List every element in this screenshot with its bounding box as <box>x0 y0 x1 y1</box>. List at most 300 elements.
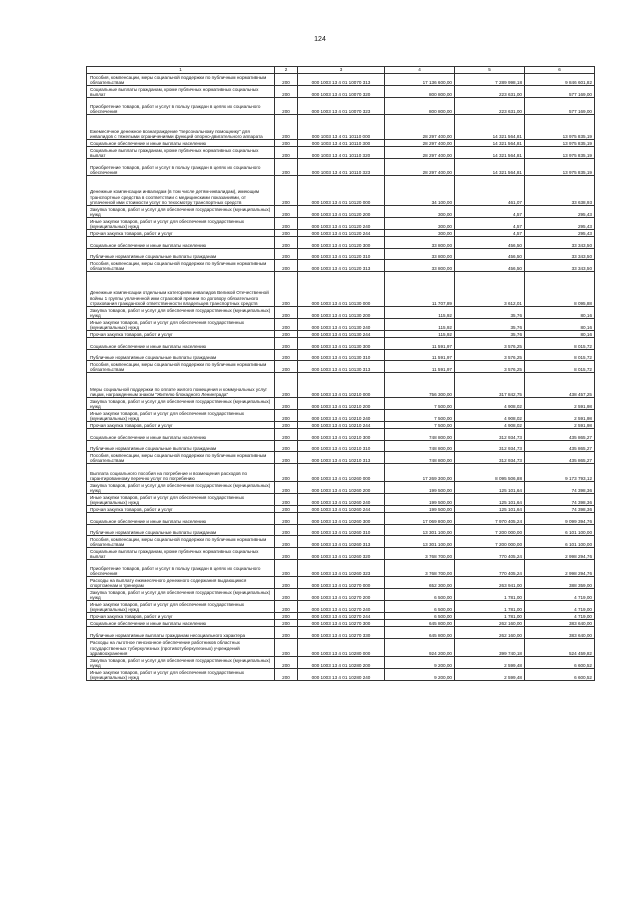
row-code: 000 1003 13 4 01 10270 330 <box>298 627 385 639</box>
row-planned: 34 100,00 <box>385 176 455 206</box>
row-remainder: 577 169,00 <box>525 98 595 115</box>
row-remainder: 383 640,00 <box>525 620 595 627</box>
row-executed: 3 576,25 <box>455 338 525 350</box>
row-code: 000 1003 13 4 01 10210 313 <box>298 452 385 464</box>
row-code: 000 1003 13 4 01 10210 200 <box>298 398 385 410</box>
row-executed: 14 321 564,81 <box>455 147 525 159</box>
row-vr: 200 <box>275 307 298 319</box>
row-name: Пособия, компенсации, меры социальной поддержки по публичным нормативным обязательствам <box>87 536 275 548</box>
row-name: Прочая закупка товаров, работ и услуг <box>87 506 275 513</box>
row-remainder: 8 015,72 <box>525 361 595 373</box>
row-vr: 200 <box>275 260 298 272</box>
row-planned: 33 800,00 <box>385 237 455 249</box>
row-executed: 7 200 000,00 <box>455 525 525 536</box>
row-vr: 200 <box>275 272 298 307</box>
row-vr: 200 <box>275 338 298 350</box>
row-executed: 3 576,25 <box>455 361 525 373</box>
row-code: 000 1003 13 4 01 10070 323 <box>298 98 385 115</box>
row-planned: 300,00 <box>385 230 455 237</box>
row-executed: 35,76 <box>455 319 525 331</box>
row-name: Социальное обеспечение и иные выплаты населению <box>87 237 275 249</box>
row-vr: 200 <box>275 140 298 147</box>
row-planned: 115,92 <box>385 331 455 338</box>
row-vr: 200 <box>275 422 298 429</box>
row-remainder: 33 343,50 <box>525 237 595 249</box>
row-vr: 200 <box>275 601 298 613</box>
row-vr: 200 <box>275 319 298 331</box>
row-name: Социальные выплаты гражданам, кроме публичных нормативных социальных выплат <box>87 86 275 98</box>
row-remainder: 388 359,00 <box>525 577 595 589</box>
row-name: Выплата социального пособия на погребение и возмещения расходов по гарантированному перечню услуг по погребению <box>87 464 275 482</box>
row-executed: 770 405,24 <box>455 548 525 560</box>
row-planned: 645 800,00 <box>385 627 455 639</box>
row-planned: 11 707,89 <box>385 272 455 307</box>
table-row <box>87 159 595 176</box>
row-executed: 262 160,00 <box>455 627 525 639</box>
row-remainder: 295,43 <box>525 206 595 218</box>
row-code: 000 1003 13 4 01 10120 244 <box>298 230 385 237</box>
row-vr: 200 <box>275 249 298 260</box>
table-row <box>87 536 595 548</box>
row-planned: 7 500,00 <box>385 398 455 410</box>
row-executed: 125 101,64 <box>455 482 525 494</box>
row-remainder: 435 865,27 <box>525 441 595 452</box>
row-code: 000 1003 13 4 01 10110 320 <box>298 147 385 159</box>
row-remainder: 2 998 294,76 <box>525 560 595 577</box>
row-planned: 28 297 400,00 <box>385 159 455 176</box>
row-executed: 3 612,01 <box>455 272 525 307</box>
row-vr: 200 <box>275 331 298 338</box>
row-remainder: 9 099 394,76 <box>525 513 595 525</box>
row-name: Иные закупки товаров, работ и услуг для обеспечения государственных (муниципальных) нужд <box>87 494 275 506</box>
table-row <box>87 176 595 206</box>
table-row <box>87 218 595 230</box>
row-code: 000 1003 13 4 01 10260 313 <box>298 536 385 548</box>
row-name: Публичные нормативные социальные выплаты гражданам <box>87 441 275 452</box>
row-name: Приобретение товаров, работ и услуг в пользу граждан в целях их социального обеспечения <box>87 159 275 176</box>
row-remainder: 577 169,00 <box>525 86 595 98</box>
row-code: 000 1003 13 4 01 10130 240 <box>298 319 385 331</box>
table-row <box>87 482 595 494</box>
row-executed: 14 321 564,81 <box>455 140 525 147</box>
row-vr: 200 <box>275 410 298 422</box>
row-name: Расходы на льготное пенсионное обеспечение работников областных государственных туберкулезных (противотуберкулезных) учреждений здравоохранения <box>87 639 275 657</box>
table-row <box>87 361 595 373</box>
row-executed: 1 781,00 <box>455 589 525 601</box>
row-vr: 200 <box>275 373 298 398</box>
row-planned: 3 768 700,00 <box>385 560 455 577</box>
table-row <box>87 98 595 115</box>
table-row <box>87 627 595 639</box>
row-vr: 200 <box>275 74 298 86</box>
table-row <box>87 422 595 429</box>
row-planned: 7 500,00 <box>385 410 455 422</box>
row-code: 000 1003 13 4 01 10210 000 <box>298 373 385 398</box>
row-remainder: 6 101 100,00 <box>525 525 595 536</box>
row-planned: 199 500,00 <box>385 494 455 506</box>
table-row <box>87 657 595 669</box>
row-name: Социальное обеспечение и иные выплаты населению <box>87 429 275 441</box>
row-planned: 800 800,00 <box>385 86 455 98</box>
row-executed: 125 101,64 <box>455 506 525 513</box>
row-executed: 456,50 <box>455 260 525 272</box>
row-executed: 263 941,00 <box>455 577 525 589</box>
row-remainder: 8 015,72 <box>525 350 595 361</box>
row-name: Приобретение товаров, работ и услуг в пользу граждан в целях их социального обеспечения <box>87 560 275 577</box>
table-row <box>87 319 595 331</box>
header-col-3: 3 <box>298 67 385 74</box>
row-executed: 35,76 <box>455 331 525 338</box>
row-planned: 199 500,00 <box>385 482 455 494</box>
row-executed: 4 908,02 <box>455 410 525 422</box>
row-remainder: 9 846 601,82 <box>525 74 595 86</box>
row-vr: 200 <box>275 525 298 536</box>
row-remainder: 435 865,27 <box>525 452 595 464</box>
row-remainder: 2 591,98 <box>525 398 595 410</box>
row-remainder: 2 591,98 <box>525 410 595 422</box>
row-remainder: 33 343,50 <box>525 249 595 260</box>
row-name: Иные закупки товаров, работ и услуг для обеспечения государственных (муниципальных) нужд <box>87 669 275 681</box>
row-name: Иные закупки товаров, работ и услуг для обеспечения государственных (муниципальных) нужд <box>87 319 275 331</box>
row-executed: 312 934,73 <box>455 441 525 452</box>
row-vr: 200 <box>275 464 298 482</box>
row-code: 000 1003 13 4 01 10120 313 <box>298 260 385 272</box>
row-executed: 312 934,73 <box>455 429 525 441</box>
row-executed: 456,50 <box>455 237 525 249</box>
row-executed: 4 908,02 <box>455 398 525 410</box>
table-row <box>87 373 595 398</box>
row-planned: 3 768 700,00 <box>385 548 455 560</box>
row-executed: 7 289 998,18 <box>455 74 525 86</box>
row-name: Социальное обеспечение и иные выплаты населению <box>87 513 275 525</box>
row-planned: 33 800,00 <box>385 249 455 260</box>
row-code: 000 1003 13 4 01 10130 000 <box>298 272 385 307</box>
row-planned: 748 800,00 <box>385 429 455 441</box>
row-vr: 200 <box>275 230 298 237</box>
row-remainder: 438 457,25 <box>525 373 595 398</box>
row-vr: 200 <box>275 159 298 176</box>
row-planned: 11 591,97 <box>385 350 455 361</box>
row-executed: 1 781,00 <box>455 613 525 620</box>
row-planned: 9 200,00 <box>385 657 455 669</box>
row-remainder: 4 719,00 <box>525 589 595 601</box>
row-executed: 4,57 <box>455 218 525 230</box>
row-name: Публичные нормативные социальные выплаты гражданам <box>87 249 275 260</box>
table-row <box>87 272 595 307</box>
row-vr: 200 <box>275 429 298 441</box>
row-remainder: 74 398,36 <box>525 482 595 494</box>
row-code: 000 1003 13 4 01 10070 320 <box>298 86 385 98</box>
table-body <box>87 74 595 681</box>
row-code: 000 1003 13 4 01 10130 244 <box>298 331 385 338</box>
header-col-5: 5 <box>455 67 525 74</box>
row-vr: 200 <box>275 613 298 620</box>
row-vr: 200 <box>275 361 298 373</box>
row-remainder: 8 095,88 <box>525 272 595 307</box>
row-remainder: 33 638,93 <box>525 176 595 206</box>
row-name: Пособия, компенсации, меры социальной поддержки по публичным нормативным обязательствам <box>87 74 275 86</box>
row-executed: 223 631,00 <box>455 98 525 115</box>
row-remainder: 80,16 <box>525 319 595 331</box>
row-executed: 8 095 506,88 <box>455 464 525 482</box>
row-code: 000 1003 13 4 01 10280 200 <box>298 657 385 669</box>
row-vr: 200 <box>275 86 298 98</box>
row-code: 000 1003 13 4 01 10210 240 <box>298 410 385 422</box>
table-row <box>87 548 595 560</box>
row-remainder: 74 398,36 <box>525 506 595 513</box>
row-code: 000 1003 13 4 01 10110 300 <box>298 140 385 147</box>
header-col-6: 6 <box>525 67 595 74</box>
row-vr: 200 <box>275 441 298 452</box>
row-vr: 200 <box>275 513 298 525</box>
row-planned: 748 800,00 <box>385 441 455 452</box>
row-planned: 28 297 400,00 <box>385 115 455 140</box>
row-vr: 200 <box>275 669 298 681</box>
row-remainder: 6 600,52 <box>525 669 595 681</box>
row-planned: 800 800,00 <box>385 98 455 115</box>
row-name: Закупка товаров, работ и услуг для обеспечения государственных (муниципальных) нужд <box>87 657 275 669</box>
row-code: 000 1003 13 4 01 10210 300 <box>298 429 385 441</box>
row-name: Социальное обеспечение и иные выплаты населению <box>87 338 275 350</box>
row-name: Публичные нормативные социальные выплаты гражданам <box>87 525 275 536</box>
row-remainder: 383 640,00 <box>525 627 595 639</box>
row-code: 000 1003 13 4 01 10110 000 <box>298 115 385 140</box>
row-remainder: 9 173 793,12 <box>525 464 595 482</box>
row-name: Прочая закупка товаров, работ и услуг <box>87 331 275 338</box>
row-remainder: 33 343,50 <box>525 260 595 272</box>
table-row <box>87 307 595 319</box>
row-name: Ежемесячное денежное вознаграждение "персональному помощнику" для инвалидов с тяжелыми ограничениями функций опорно-двигательного аппарата <box>87 115 275 140</box>
table-row <box>87 669 595 681</box>
row-name: Денежные компенсации инвалидам (в том числе детям-инвалидам), имеющим транспортные средства в соответствии с медицинскими показаниями, от уплаченной ими стоимости услуг по техосмотру транспортных средств <box>87 176 275 206</box>
row-remainder: 6 600,52 <box>525 657 595 669</box>
row-vr: 200 <box>275 620 298 627</box>
table-row <box>87 331 595 338</box>
row-remainder: 80,16 <box>525 307 595 319</box>
row-planned: 7 500,00 <box>385 422 455 429</box>
row-planned: 300,00 <box>385 218 455 230</box>
row-code: 000 1003 13 4 01 10270 244 <box>298 613 385 620</box>
row-vr: 200 <box>275 218 298 230</box>
row-code: 000 1003 13 4 01 10120 310 <box>298 249 385 260</box>
table-row <box>87 249 595 260</box>
row-code: 000 1003 13 4 01 10130 310 <box>298 350 385 361</box>
row-vr: 200 <box>275 398 298 410</box>
table-row <box>87 410 595 422</box>
row-remainder: 13 975 835,19 <box>525 140 595 147</box>
table-row <box>87 338 595 350</box>
row-name: Иные закупки товаров, работ и услуг для обеспечения государственных (муниципальных) нужд <box>87 218 275 230</box>
row-executed: 14 321 564,81 <box>455 159 525 176</box>
row-code: 000 1003 13 4 01 10260 323 <box>298 560 385 577</box>
row-name: Закупка товаров, работ и услуг для обеспечения государственных (муниципальных) нужд <box>87 307 275 319</box>
row-remainder: 6 101 100,00 <box>525 536 595 548</box>
row-name: Иные закупки товаров, работ и услуг для обеспечения государственных (муниципальных) нужд <box>87 601 275 613</box>
row-code: 000 1003 13 4 01 10260 000 <box>298 464 385 482</box>
row-name: Пособия, компенсации, меры социальной поддержки по публичным нормативным обязательствам <box>87 260 275 272</box>
table-row <box>87 620 595 627</box>
row-code: 000 1003 13 4 01 10210 244 <box>298 422 385 429</box>
table-row <box>87 506 595 513</box>
row-vr: 200 <box>275 98 298 115</box>
row-name: Прочая закупка товаров, работ и услуг <box>87 613 275 620</box>
page-number: 124 <box>314 36 326 43</box>
row-code: 000 1003 13 4 01 10270 200 <box>298 589 385 601</box>
row-vr: 200 <box>275 350 298 361</box>
row-vr: 200 <box>275 627 298 639</box>
row-name: Расходы на выплату ежемесячного денежного содержания выдающимся спортсменам и тренерам <box>87 577 275 589</box>
row-remainder: 74 398,36 <box>525 494 595 506</box>
table-row <box>87 464 595 482</box>
row-code: 000 1003 13 4 01 10120 300 <box>298 237 385 249</box>
row-remainder: 80,16 <box>525 331 595 338</box>
table-row <box>87 452 595 464</box>
row-name: Публичные нормативные выплаты гражданам несоциального характера <box>87 627 275 639</box>
table-row <box>87 589 595 601</box>
row-vr: 200 <box>275 494 298 506</box>
row-name: Закупка товаров, работ и услуг для обеспечения государственных (муниципальных) нужд <box>87 398 275 410</box>
table-row <box>87 513 595 525</box>
row-code: 000 1003 13 4 01 10130 200 <box>298 307 385 319</box>
row-executed: 223 631,00 <box>455 86 525 98</box>
row-code: 000 1003 13 4 01 10260 320 <box>298 548 385 560</box>
row-code: 000 1003 13 4 01 10260 240 <box>298 494 385 506</box>
row-vr: 200 <box>275 560 298 577</box>
row-name: Пособия, компенсации, меры социальной поддержки по публичным нормативным обязательствам <box>87 361 275 373</box>
table-row <box>87 350 595 361</box>
row-code: 000 1003 13 4 01 10120 000 <box>298 176 385 206</box>
row-name: Социальные выплаты гражданам, кроме публичных нормативных социальных выплат <box>87 548 275 560</box>
row-name: Закупка товаров, работ и услуг для обеспечения государственных (муниципальных) нужд <box>87 206 275 218</box>
row-name: Закупка товаров, работ и услуг для обеспечения государственных (муниципальных) нужд <box>87 589 275 601</box>
row-remainder: 295,43 <box>525 218 595 230</box>
row-planned: 6 500,00 <box>385 589 455 601</box>
table-row <box>87 206 595 218</box>
table-row <box>87 237 595 249</box>
table-row <box>87 260 595 272</box>
row-code: 000 1003 13 4 01 10070 313 <box>298 74 385 86</box>
row-code: 000 1003 13 4 01 10270 240 <box>298 601 385 613</box>
row-code: 000 1003 13 4 01 10280 000 <box>298 639 385 657</box>
row-executed: 4,57 <box>455 230 525 237</box>
row-name: Иные закупки товаров, работ и услуг для обеспечения государственных (муниципальных) нужд <box>87 410 275 422</box>
row-planned: 13 301 100,00 <box>385 536 455 548</box>
row-code: 000 1003 13 4 01 10260 300 <box>298 513 385 525</box>
table-row <box>87 398 595 410</box>
row-vr: 200 <box>275 482 298 494</box>
row-remainder: 4 719,00 <box>525 613 595 620</box>
row-name: Социальное обеспечение и иные выплаты населению <box>87 620 275 627</box>
row-remainder: 524 459,82 <box>525 639 595 657</box>
row-code: 000 1003 13 4 01 10120 200 <box>298 206 385 218</box>
row-name: Пособия, компенсации, меры социальной поддержки по публичным нормативным обязательствам <box>87 452 275 464</box>
row-code: 000 1003 13 4 01 10260 244 <box>298 506 385 513</box>
row-planned: 11 591,97 <box>385 338 455 350</box>
row-name: Меры социальной поддержки по оплате жилого помещения и коммунальных услуг лицам, награжденным знаком "Жителю блокадного Ленинграда" <box>87 373 275 398</box>
table-row <box>87 441 595 452</box>
row-code: 000 1003 13 4 01 10210 310 <box>298 441 385 452</box>
row-name: Социальное обеспечение и иные выплаты населению <box>87 140 275 147</box>
row-remainder: 8 015,72 <box>525 338 595 350</box>
row-remainder: 435 865,27 <box>525 429 595 441</box>
table-row <box>87 115 595 140</box>
row-planned: 115,92 <box>385 307 455 319</box>
row-executed: 2 599,48 <box>455 669 525 681</box>
row-vr: 200 <box>275 589 298 601</box>
row-name: Приобретение товаров, работ и услуг в пользу граждан в целях их социального обеспечения <box>87 98 275 115</box>
row-executed: 461,07 <box>455 176 525 206</box>
row-name: Закупка товаров, работ и услуг для обеспечения государственных (муниципальных) нужд <box>87 482 275 494</box>
header-col-1: 1 <box>87 67 275 74</box>
row-planned: 645 800,00 <box>385 620 455 627</box>
table-row <box>87 230 595 237</box>
row-vr: 200 <box>275 237 298 249</box>
row-executed: 3 576,25 <box>455 350 525 361</box>
row-planned: 924 200,00 <box>385 639 455 657</box>
table-row <box>87 140 595 147</box>
row-planned: 11 591,97 <box>385 361 455 373</box>
row-vr: 200 <box>275 206 298 218</box>
row-executed: 317 842,75 <box>455 373 525 398</box>
row-planned: 9 200,00 <box>385 669 455 681</box>
row-executed: 399 740,18 <box>455 639 525 657</box>
row-planned: 17 069 800,00 <box>385 513 455 525</box>
row-vr: 200 <box>275 536 298 548</box>
row-planned: 17 269 300,00 <box>385 464 455 482</box>
row-remainder: 2 998 294,76 <box>525 548 595 560</box>
row-planned: 199 500,00 <box>385 506 455 513</box>
row-code: 000 1003 13 4 01 10110 323 <box>298 159 385 176</box>
table-row <box>87 429 595 441</box>
row-executed: 1 781,00 <box>455 601 525 613</box>
row-code: 000 1003 13 4 01 10120 240 <box>298 218 385 230</box>
row-executed: 770 405,24 <box>455 560 525 577</box>
row-vr: 200 <box>275 115 298 140</box>
row-planned: 6 500,00 <box>385 613 455 620</box>
row-code: 000 1003 13 4 01 10270 000 <box>298 577 385 589</box>
row-name: Прочая закупка товаров, работ и услуг <box>87 422 275 429</box>
row-vr: 200 <box>275 452 298 464</box>
row-planned: 115,92 <box>385 319 455 331</box>
row-remainder: 295,43 <box>525 230 595 237</box>
row-name: Социальные выплаты гражданам, кроме публичных нормативных социальных выплат <box>87 147 275 159</box>
row-remainder: 4 719,00 <box>525 601 595 613</box>
row-planned: 6 500,00 <box>385 601 455 613</box>
row-executed: 7 200 000,00 <box>455 536 525 548</box>
row-remainder: 13 975 835,19 <box>525 147 595 159</box>
table-row <box>87 494 595 506</box>
table-row <box>87 86 595 98</box>
row-executed: 312 934,73 <box>455 452 525 464</box>
row-code: 000 1003 13 4 01 10270 300 <box>298 620 385 627</box>
row-remainder: 13 975 835,19 <box>525 159 595 176</box>
table-row <box>87 147 595 159</box>
row-executed: 14 321 564,81 <box>455 115 525 140</box>
row-executed: 4,57 <box>455 206 525 218</box>
row-planned: 13 301 100,00 <box>385 525 455 536</box>
row-name: Прочая закупка товаров, работ и услуг <box>87 230 275 237</box>
row-planned: 28 297 400,00 <box>385 147 455 159</box>
row-executed: 7 970 405,24 <box>455 513 525 525</box>
table-row <box>87 639 595 657</box>
row-planned: 33 800,00 <box>385 260 455 272</box>
row-vr: 200 <box>275 639 298 657</box>
row-vr: 200 <box>275 548 298 560</box>
row-vr: 200 <box>275 657 298 669</box>
row-executed: 125 101,64 <box>455 494 525 506</box>
row-executed: 4 908,02 <box>455 422 525 429</box>
table-row <box>87 560 595 577</box>
